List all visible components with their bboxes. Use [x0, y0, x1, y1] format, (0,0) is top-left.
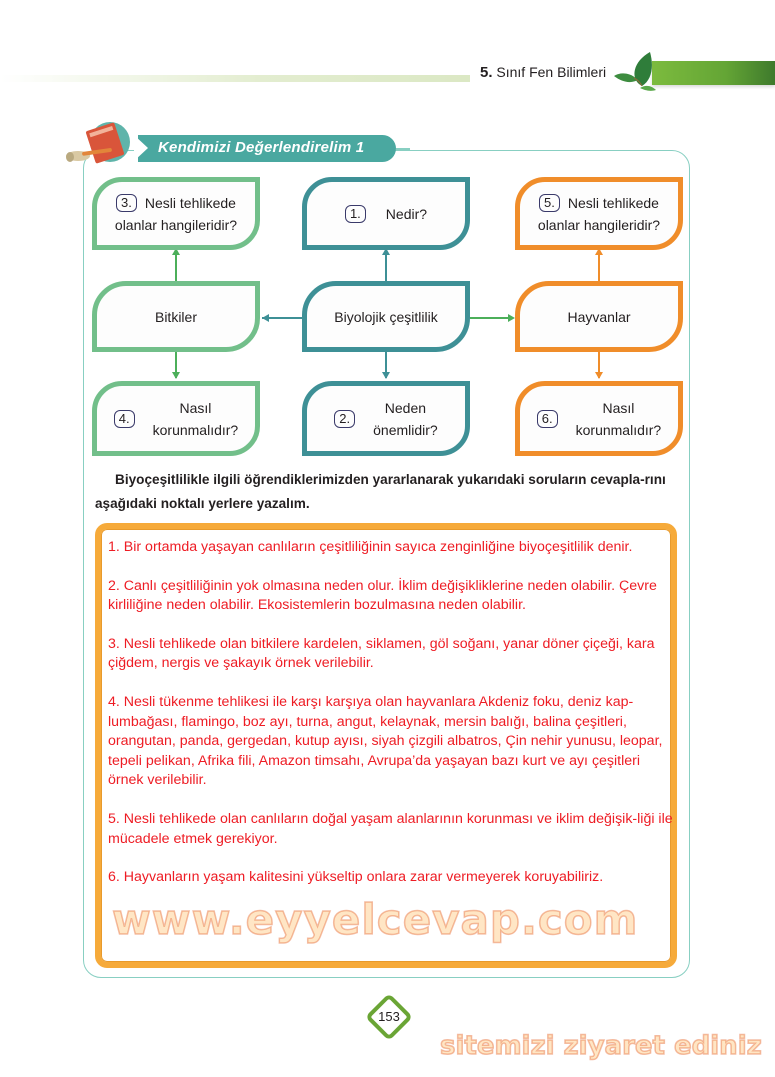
arrow-right-icon [508, 314, 515, 322]
node-label: Biyolojik çeşitlilik [334, 308, 438, 325]
leaf-icon [612, 50, 662, 94]
answer-item: 6. Hayvanların yaşam kalitesini yükseltip onlara zarar vermeyerek koruyabiliriz. [108, 869, 604, 886]
arrow-left-icon [262, 314, 269, 322]
question-text-line2: olanlar hangileridir? [114, 216, 238, 233]
question-text-line1: Nesli tehlikede [567, 194, 659, 211]
header-green-bar [652, 61, 775, 85]
node-biyolojik-cesitlilik [302, 281, 470, 352]
instruction-text: Biyoçeşitlilikle ilgili öğrendiklerimizden yararlanarak yukarıdaki soruların cevapla-rını aşağıdaki noktalı yerlere yazalım. [95, 472, 666, 511]
answer-item: 2. Canlı çeşitliliğinin yok olmasına neden olur. İklim değişikliklerine neden olabilir. Çevre kirliliğine neden olabilir. Ekosistemlerin bozulmasına neden olabilir. [108, 577, 657, 614]
node-hayvanlar [515, 281, 683, 352]
arrow-down-icon [595, 372, 603, 379]
answer-item: 3. Nesli tehlikede olan bitkilere kardelen, siklamen, göl soğanı, yanar döner çiçeği, kara çiğdem, nergis ve şakayık örnek verilebilir. [108, 635, 655, 672]
watermark-primary: www.eyyelcevap.com [112, 895, 639, 944]
answer-item: 5. Nesli tehlikede olan canlıların doğal yaşam alanlarının korunması ve iklim değişik-liği ile mücadele etmek gerekiyor. [108, 810, 673, 847]
arrow-down-icon [172, 372, 180, 379]
banner-connector [396, 148, 410, 150]
connector-center-q1 [385, 252, 387, 281]
answer-item: 1. Bir ortamda yaşayan canlıların çeşitliliğinin sayıca zenginliğine biyoçeşitlilik denir. [108, 539, 633, 555]
header-rule [0, 75, 470, 82]
question-text-line1: Neden [384, 399, 427, 416]
node-label: Hayvanlar [567, 308, 631, 325]
grade-number: 5. [480, 64, 493, 81]
node-label: Bitkiler [154, 308, 197, 325]
subject-name: Sınıf Fen Bilimleri [496, 64, 607, 80]
question-box-2 [302, 381, 470, 456]
question-text-line1: Nasıl [179, 399, 212, 416]
header-subject [480, 64, 606, 81]
question-box-3 [92, 177, 260, 250]
question-text-line2: olanlar hangileridir? [537, 216, 661, 233]
watermark-secondary: sitemizi ziyaret ediniz [440, 1031, 762, 1061]
book-icon [60, 120, 140, 170]
question-box-6 [515, 381, 683, 456]
question-number: 5. [539, 194, 560, 212]
banner-chevron [134, 135, 148, 161]
question-text-line1: Nasıl [602, 399, 635, 416]
question-number: 4. [114, 410, 135, 428]
arrow-down-icon [382, 372, 390, 379]
connector-center-hayvanlar [470, 317, 512, 319]
question-box-1 [302, 177, 470, 250]
page-number: 153 [378, 1009, 400, 1024]
question-text-line1: Nedir? [385, 205, 428, 222]
question-box-4 [92, 381, 260, 456]
question-text-line2: korunmalıdır? [575, 421, 662, 438]
question-text-line2: korunmalıdır? [152, 421, 239, 438]
question-box-5 [515, 177, 683, 250]
connector-bitkiler-q3 [175, 252, 177, 281]
answer-list [108, 538, 673, 907]
question-number: 2. [334, 410, 355, 428]
question-text-line2: önemlidir? [373, 421, 438, 438]
answer-item: 4. Nesli tükenme tehlikesi ile karşı karşıya olan hayvanlara Akdeniz foku, deniz kap-lumbağası, flamingo, boz ayı, turna, angut, kelaynak, mersin balığı, balina çeşitleri, orangutan, panda, gergedan, kutup ayısı, siyah çizgili albatros, Çin nehir yunusu, leopar, tepeli pelikan, Afrika fili, Amazon timsahı, Avrupa’da yaşayan bazı kurt ve ayı çeşitleri örnek verilebilir. [108, 693, 663, 789]
connector-hayvanlar-q5 [598, 252, 600, 281]
section-title: Kendimizi Değerlendirelim 1 [158, 139, 365, 156]
question-text-line1: Nesli tehlikede [144, 194, 236, 211]
question-number: 1. [345, 205, 366, 223]
question-number: 6. [537, 410, 558, 428]
question-number: 3. [116, 194, 137, 212]
node-bitkiler [92, 281, 260, 352]
